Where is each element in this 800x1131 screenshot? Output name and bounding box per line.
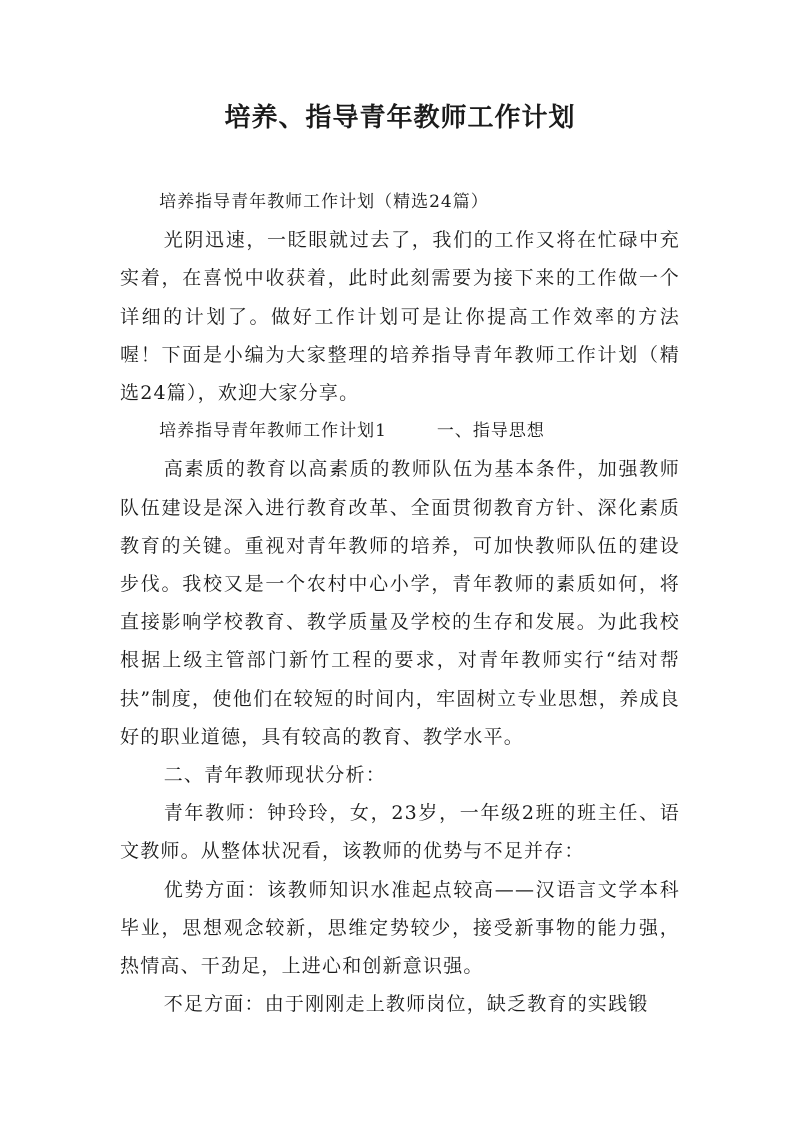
intro-paragraph: 光阴迅速，一眨眼就过去了，我们的工作又将在忙碌中充实着，在喜悦中收获着，此时此刻需要为接下来的工作做一个详细的计划了。做好工作计划可是让你提高工作效率的方法喔！下面是小编为大家整理的培养指导青年教师工作计划（精选24篇），欢迎大家分享。 — [120, 229, 680, 405]
document-body — [120, 183, 680, 1023]
teacher-paragraph: 青年教师：钟玲玲，女，23岁，一年级2班的班主任、语文教师。从整体状况看，该教师的优势与不足并存： — [120, 802, 680, 863]
strengths-paragraph: 优势方面：该教师知识水准起点较高——汉语言文学本科毕业，思想观念较新，思维定势较少，接受新事物的能力强，热情高、干劲足，上进心和创新意识强。 — [120, 878, 680, 978]
weakness-paragraph: 不足方面：由于刚刚走上教师岗位，缺乏教育的实践锻 — [163, 993, 649, 1016]
section-1-title: 培养指导青年教师工作计划1 — [159, 421, 387, 442]
document-title: 培养、指导青年教师工作计划 — [224, 103, 576, 133]
section-1-heading: 一、指导思想 — [436, 421, 545, 442]
guiding-paragraph: 高素质的教育以高素质的教师队伍为基本条件，加强教师队伍建设是深入进行教育改革、全面贯彻教育方针、深化素质教育的关键。重视对青年教师的培养，可加快教师队伍的建设步伐。我校又是一个农村中心小学，青年教师的素质如何，将直接影响学校教育、教学质量及学校的生存和发展。为此我校根据上级主管部门新竹工程的要求，对青年教师实行“结对帮扶”制度，使他们在较短的时间内，牢固树立专业思想，养成良好的职业道德，具有较高的教育、教学水平。 — [120, 458, 680, 748]
section-1-line — [120, 412, 680, 450]
document-subtitle: 培养指导青年教师工作计划（精选24篇） — [159, 192, 489, 212]
analysis-heading: 二、青年教师现状分析： — [163, 764, 386, 787]
